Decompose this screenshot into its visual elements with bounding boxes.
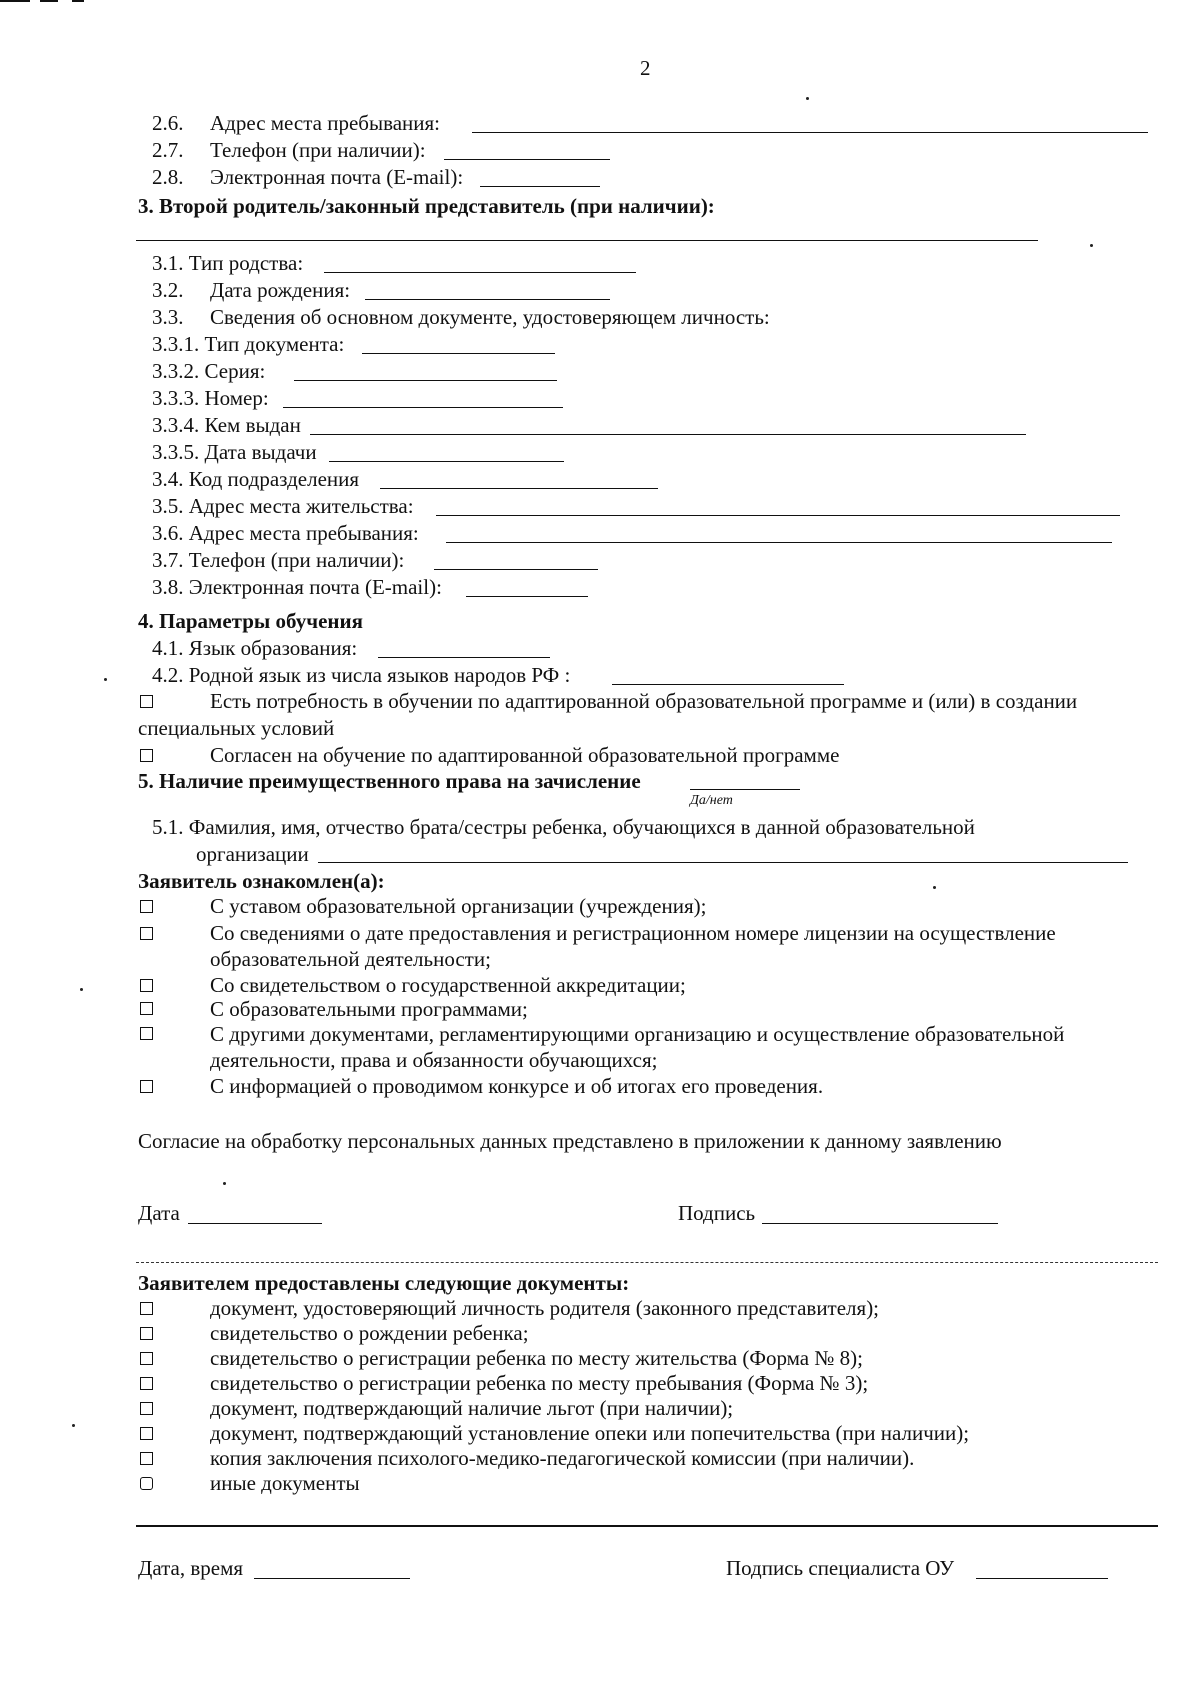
acquainted-item-continued: деятельности, права и обязанности обучающихся; (210, 1048, 658, 1072)
acquainted-checkbox[interactable] (140, 1080, 153, 1093)
scan-speck (933, 886, 936, 889)
adapted-need-line-2: специальных условий (138, 716, 335, 740)
consent-text: Согласие на обработку персональных данных представлено в приложении к данному заявлению (138, 1129, 1002, 1153)
acquainted-title: Заявитель ознакомлен(а): (138, 869, 385, 893)
yes-no-hint: Да/нет (690, 793, 733, 808)
scan-speck (223, 1182, 226, 1185)
datetime-label: Дата, время (138, 1556, 244, 1580)
document-checkbox[interactable] (140, 1352, 153, 1365)
document-item: копия заключения психолого-медико-педагогической комиссии (при наличии). (210, 1446, 915, 1470)
acquainted-item: Со сведениями о дате предоставления и регистрационном номере лицензии на осуществление (210, 921, 1056, 945)
acquainted-checkbox[interactable] (140, 1027, 153, 1040)
document-number-field[interactable] (283, 407, 563, 408)
item-3-7-label: 3.7. Телефон (при наличии): (152, 548, 405, 572)
scan-speck (806, 97, 809, 100)
separator-line (136, 1525, 1158, 1527)
item-3-2-label: Дата рождения: (210, 278, 351, 302)
document-item: иные документы (210, 1471, 360, 1495)
birth-date-field[interactable] (365, 299, 610, 300)
document-item: свидетельство о рождении ребенка; (210, 1321, 529, 1345)
scan-speck (104, 678, 107, 681)
acquainted-checkbox[interactable] (140, 927, 153, 940)
sibling-name-field[interactable] (318, 862, 1128, 863)
document-series-field[interactable] (294, 380, 557, 381)
second-email-field[interactable] (466, 596, 588, 597)
adapted-need-line-1: Есть потребность в обучении по адаптированной образовательной программе и (или) в создании (210, 689, 1078, 713)
item-5-1-line-1: 5.1. Фамилия, имя, отчество брата/сестры ребенка, обучающихся в данной образовательной (152, 815, 975, 839)
scan-artifact (40, 0, 58, 2)
item-3-3-number: 3.3. (152, 305, 184, 329)
item-2-8-number: 2.8. (152, 165, 184, 189)
document-item: документ, удостоверяющий личность родителя (законного представителя); (210, 1296, 880, 1320)
document-type-field[interactable] (362, 353, 555, 354)
document-checkbox[interactable] (140, 1427, 153, 1440)
item-3-6-label: 3.6. Адрес места пребывания: (152, 521, 419, 545)
item-3-3-2-label: 3.3.2. Серия: (152, 359, 266, 383)
specialist-signature-field[interactable] (976, 1578, 1108, 1579)
scan-speck (72, 1424, 75, 1427)
item-5-1-line-2: организации (196, 842, 309, 866)
item-4-2-label: 4.2. Родной язык из числа языков народов РФ : (152, 663, 571, 687)
acquainted-item-continued: образовательной деятельности; (210, 947, 491, 971)
document-checkbox[interactable] (140, 1402, 153, 1415)
date-label: Дата (138, 1201, 180, 1225)
item-3-3-5-label: 3.3.5. Дата выдачи (152, 440, 317, 464)
signature-field[interactable] (762, 1223, 998, 1224)
adapted-agree-checkbox[interactable] (140, 749, 153, 762)
section-3-title: 3. Второй родитель/законный представитель (при наличии): (138, 194, 715, 218)
item-3-4-label: 3.4. Код подразделения (152, 467, 360, 491)
stay-address-field[interactable] (472, 132, 1148, 133)
acquainted-item: С образовательными программами; (210, 997, 528, 1021)
document-checkbox[interactable] (140, 1452, 153, 1465)
page-number: 2 (640, 56, 651, 80)
item-3-3-1-label: 3.3.1. Тип документа: (152, 332, 345, 356)
scan-speck (80, 988, 83, 991)
documents-title: Заявителем предоставлены следующие документы: (138, 1271, 630, 1295)
item-2-6-label: Адрес места пребывания: (210, 111, 441, 135)
scan-artifact (0, 0, 30, 2)
division-code-field[interactable] (380, 488, 658, 489)
second-stay-address-field[interactable] (446, 542, 1112, 543)
item-2-7-label: Телефон (при наличии): (210, 138, 426, 162)
item-3-5-label: 3.5. Адрес места жительства: (152, 494, 414, 518)
residence-address-field[interactable] (436, 515, 1120, 516)
date-field[interactable] (188, 1223, 322, 1224)
document-checkbox[interactable] (140, 1377, 153, 1390)
datetime-field[interactable] (254, 1578, 410, 1579)
adapted-need-checkbox[interactable] (140, 695, 153, 708)
acquainted-checkbox[interactable] (140, 1002, 153, 1015)
document-item: свидетельство о регистрации ребенка по месту пребывания (Форма № 3); (210, 1371, 869, 1395)
acquainted-checkbox[interactable] (140, 979, 153, 992)
section-4-title: 4. Параметры обучения (138, 609, 363, 633)
item-3-1-label: 3.1. Тип родства: (152, 251, 304, 275)
acquainted-item: С информацией о проводимом конкурсе и об итогах его проведения. (210, 1074, 824, 1098)
second-phone-field[interactable] (434, 569, 598, 570)
specialist-signature-label: Подпись специалиста ОУ (726, 1556, 955, 1580)
scan-speck (1090, 244, 1093, 247)
scan-artifact (72, 0, 84, 2)
document-checkbox[interactable] (140, 1302, 153, 1315)
acquainted-item: С другими документами, регламентирующими организацию и осуществление образовательной (210, 1022, 1065, 1046)
item-2-7-number: 2.7. (152, 138, 184, 162)
acquainted-checkbox[interactable] (140, 900, 153, 913)
issued-by-field[interactable] (310, 434, 1026, 435)
native-language-field[interactable] (612, 684, 844, 685)
second-parent-name-field[interactable] (136, 240, 1038, 241)
cut-line (136, 1262, 1158, 1263)
education-language-field[interactable] (378, 657, 550, 658)
item-3-2-number: 3.2. (152, 278, 184, 302)
item-3-8-label: 3.8. Электронная почта (E-mail): (152, 575, 442, 599)
item-3-3-4-label: 3.3.4. Кем выдан (152, 413, 301, 437)
document-item: свидетельство о регистрации ребенка по месту жительства (Форма № 8); (210, 1346, 863, 1370)
item-2-8-label: Электронная почта (E-mail): (210, 165, 464, 189)
priority-right-field[interactable] (690, 789, 800, 790)
signature-label: Подпись (678, 1201, 756, 1225)
document-checkbox[interactable] (140, 1477, 153, 1490)
adapted-agree-label: Согласен на обучение по адаптированной образовательной программе (210, 743, 840, 767)
phone-field[interactable] (444, 159, 610, 160)
document-checkbox[interactable] (140, 1327, 153, 1340)
acquainted-item: Со свидетельством о государственной аккредитации; (210, 973, 686, 997)
document-item: документ, подтверждающий установление опеки или попечительства (при наличии); (210, 1421, 970, 1445)
item-2-6-number: 2.6. (152, 111, 184, 135)
item-3-3-label: Сведения об основном документе, удостоверяющем личность: (210, 305, 770, 329)
issue-date-field[interactable] (329, 461, 564, 462)
item-4-1-label: 4.1. Язык образования: (152, 636, 358, 660)
acquainted-item: С уставом образовательной организации (учреждения); (210, 894, 707, 918)
document-item: документ, подтверждающий наличие льгот (при наличии); (210, 1396, 734, 1420)
email-field[interactable] (480, 186, 600, 187)
item-3-3-3-label: 3.3.3. Номер: (152, 386, 269, 410)
section-5-title: 5. Наличие преимущественного права на зачисление (138, 769, 641, 793)
relationship-field[interactable] (324, 272, 636, 273)
